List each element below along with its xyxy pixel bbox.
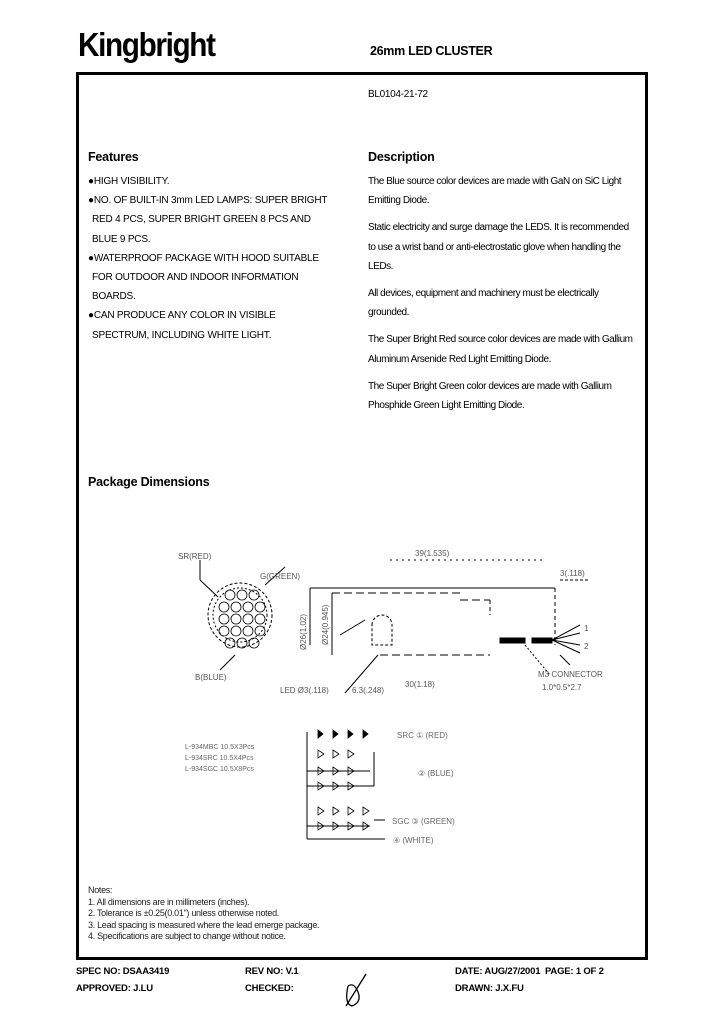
feature-item: SPECTRUM, INCLUDING WHITE LIGHT. <box>92 329 272 341</box>
package-drawing <box>160 545 630 715</box>
signature-icon <box>340 972 370 1008</box>
circuit-label-red: SRC ① (RED) <box>397 731 448 740</box>
rev-no: REV NO: V.1 <box>245 966 299 977</box>
brand-logo: Kingbright <box>78 26 215 63</box>
features-section <box>88 150 358 345</box>
feature-item: BOARDS. <box>92 291 136 303</box>
note-item: 2. Tolerance is ±0.25(0.01") unless otherwise noted. <box>88 908 279 918</box>
circuit-legend-2: L-934SRC 10.5X4Pcs <box>185 755 254 762</box>
feature-item: ●WATERPROOF PACKAGE WITH HOOD SUITABLE <box>88 252 319 264</box>
label-cable: 3(.118) <box>560 569 585 578</box>
notes-section <box>88 885 319 943</box>
description-paragraph: The Super Bright Green color devices are made with Gallium Phosphide Green Light Emitting Diode. <box>368 380 612 412</box>
feature-item: ●HIGH VISIBILITY. <box>88 176 170 187</box>
document-title: 26mm LED CLUSTER <box>370 44 493 58</box>
part-number: BL0104-21-72 <box>368 89 428 100</box>
label-diameter-inner: Ø24(0.945) <box>321 604 330 645</box>
label-bottom-length: 30(1.18) <box>405 680 435 689</box>
feature-item: BLUE 9 PCS. <box>92 233 151 245</box>
circuit-label-blue: ② (BLUE) <box>418 769 454 778</box>
label-led: LED Ø3(.118) <box>280 686 329 695</box>
notes-heading: Notes: <box>88 885 113 895</box>
features-heading: Features <box>88 150 139 164</box>
circuit-label-white: ④ (WHITE) <box>393 836 434 845</box>
checked: CHECKED: <box>245 983 294 994</box>
spec-no: SPEC NO: DSAA3419 <box>76 966 170 977</box>
circuit-diagram <box>170 720 490 860</box>
description-paragraph: All devices, equipment and machinery must be electrically grounded. <box>368 288 599 319</box>
note-item: 4. Specifications are subject to change without notice. <box>88 931 286 941</box>
approved: APPROVED: J.LU <box>76 983 153 994</box>
label-pin-2: 2 <box>584 642 589 651</box>
feature-item: ●CAN PRODUCE ANY COLOR IN VISIBLE <box>88 310 276 322</box>
features-list <box>88 172 358 345</box>
label-lead: 6.3(.248) <box>352 686 385 695</box>
feature-item: FOR OUTDOOR AND INDOOR INFORMATION <box>92 272 299 284</box>
package-dimensions-heading: Package Dimensions <box>88 475 210 489</box>
description-paragraph: Static electricity and surge damage the LEDS. It is recommended to use a wrist band or anti-electrostatic glove when handling the LEDs. <box>368 222 629 272</box>
label-pin-1: 1 <box>584 624 589 633</box>
description-body <box>368 172 633 415</box>
circuit-label-green: SGC ③ (GREEN) <box>392 817 455 826</box>
circuit-legend-3: L-934SGC 10.5X8Pcs <box>185 766 254 773</box>
description-paragraph: The Blue source color devices are made with GaN on SiC Light Emitting Diode. <box>368 176 622 207</box>
description-section <box>368 150 633 415</box>
label-blue: B(BLUE) <box>195 673 227 682</box>
label-red: SR(RED) <box>178 552 212 561</box>
description-heading: Description <box>368 150 435 164</box>
label-overall-length: 39(1.535) <box>415 549 450 558</box>
circuit-legend-1: L-934MBC 10.5X3Pcs <box>185 744 255 751</box>
drawn: DRAWN: J.X.FU <box>455 983 524 994</box>
label-connector-spec: 1.0*0.5*2.7 <box>542 683 582 692</box>
label-diameter: Ø26(1.02) <box>299 613 308 650</box>
description-paragraph: The Super Bright Red source color devices are made with Gallium Aluminum Arsenide Red Light Emitting Diode. <box>368 334 633 365</box>
page-number: PAGE: 1 OF 2 <box>545 966 604 977</box>
feature-item: ●NO. OF BUILT-IN 3mm LED LAMPS: SUPER BRIGHT <box>88 195 328 207</box>
note-item: 3. Lead spacing is measured where the lead emerge package. <box>88 919 320 930</box>
label-connector: M3 CONNECTOR <box>538 670 603 679</box>
label-green: G(GREEN) <box>260 572 300 581</box>
note-item: 1. All dimensions are in millimeters (inches). <box>88 896 250 907</box>
feature-item: RED 4 PCS, SUPER BRIGHT GREEN 8 PCS AND <box>92 214 311 226</box>
date: DATE: AUG/27/2001 <box>455 966 541 977</box>
